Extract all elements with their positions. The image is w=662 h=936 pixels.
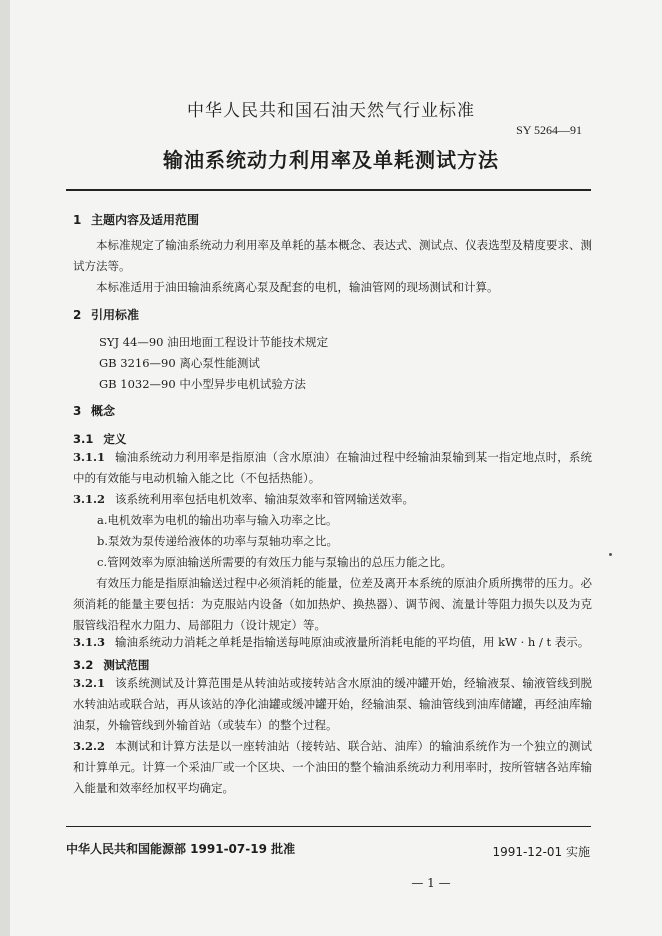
clause-3-1-2	[73, 489, 592, 510]
section-title: 引用标准	[91, 308, 140, 322]
clause-3-1-1	[73, 447, 592, 489]
scan-edge	[0, 0, 10, 936]
subsection-title: 测试范围	[103, 658, 150, 672]
list-item: c.管网效率为原油输送所需要的有效压力能与泵输出的总压力能之比。	[97, 555, 453, 569]
reference-item: SYJ 44—90 油田地面工程设计节能技术规定	[99, 335, 329, 349]
reference-item: GB 1032—90 中小型异步电机试验方法	[99, 377, 306, 391]
subsection-number: 3.2	[73, 658, 94, 672]
reference-item: GB 3216—90 离心泵性能测试	[99, 356, 260, 370]
clause-text: 输油系统动力利用率是指原油（含水原油）在输油过程中经输油泵输到某一指定地点时，系统中的有效能与电动机输入能之比（不包括热能）。	[73, 450, 592, 485]
clause-3-2-1	[73, 673, 592, 736]
section-number: 3	[73, 404, 82, 418]
clause-text: 本测试和计算方法是以一座转油站（接转站、联合站、油库）的输油系统作为一个独立的测试和计算单元。计算一个采油厂或一个区块、一个油田的整个输油系统动力利用率时，按所管辖各站库输入能量和效率经加权平均确定。	[73, 739, 592, 795]
subsection-3-1-heading	[73, 431, 126, 447]
clause-number: 3.1.1	[73, 450, 106, 464]
section-number: 1	[73, 213, 82, 227]
clause-3-2-2	[73, 736, 592, 799]
header-rule	[66, 189, 591, 191]
implementation-date: 1991-12-01 实施	[492, 845, 590, 859]
standard-code: SY 5264—91	[516, 123, 582, 137]
paragraph: 本标准规定了输油系统动力利用率及单耗的基本概念、表达式、测试点、仪表选型及精度要求、测试方法等。	[73, 238, 592, 273]
clause-text: 该系统测试及计算范围是从转油站或接转站含水原油的缓冲罐开始，经输液泵、输液管线到脱水转油站或联合站，再从该站的净化油罐或缓冲罐开始，经输油泵、输油管线到油库储罐，再经油库输油泵，外输管线到外输首站（或装车）的整个过程。	[73, 676, 592, 732]
clause-number: 3.1.2	[73, 492, 106, 506]
clause-number: 3.1.3	[73, 635, 106, 649]
section-1-heading	[73, 211, 199, 228]
clause-number: 3.2.1	[73, 676, 106, 690]
document-title: 输油系统动力利用率及单耗测试方法	[163, 148, 499, 172]
subsection-title: 定义	[103, 432, 127, 446]
clause-text: 该系统利用率包括电机效率、输油泵效率和管网输送效率。	[115, 492, 415, 506]
section-title: 概念	[91, 404, 116, 418]
approval-line: 中华人民共和国能源部 1991-07-19 批准	[66, 842, 296, 856]
section-3-heading	[73, 402, 115, 419]
explanation-paragraph: 有效压力能是指原油输送过程中必须消耗的能量，位差及离开本系统的原油介质所携带的压力。必须消耗的能量主要包括：为克服站内设备（如加热炉、换热器）、调节阀、流量计等阻力损失以及为克服管线沿程水力阻力、局部阻力（设计规定）等。	[73, 576, 592, 632]
section-2-heading	[73, 306, 139, 323]
subsection-number: 3.1	[73, 432, 94, 446]
industry-standard-title: 中华人民共和国石油天然气行业标准	[187, 101, 475, 121]
paragraph: 本标准适用于油田输油系统离心泵及配套的电机，输油管网的现场测试和计算。	[96, 280, 499, 294]
list-item: b.泵效为泵传递给液体的功率与泵轴功率之比。	[97, 534, 339, 548]
subsection-3-2-heading	[73, 657, 149, 673]
scan-speck	[609, 553, 612, 556]
clause-3-1-3	[73, 632, 592, 653]
page-number: — 1 —	[411, 876, 451, 890]
list-item: a.电机效率为电机的输出功率与输入功率之比。	[97, 513, 338, 527]
clause-number: 3.2.2	[73, 739, 106, 753]
section-title: 主题内容及适用范围	[91, 213, 200, 227]
section-number: 2	[73, 308, 82, 322]
footer-rule	[66, 826, 591, 827]
clause-text: 输油系统动力消耗之单耗是指输送每吨原油或液量所消耗电能的平均值，用 kW · h / t 表示。	[115, 635, 590, 649]
